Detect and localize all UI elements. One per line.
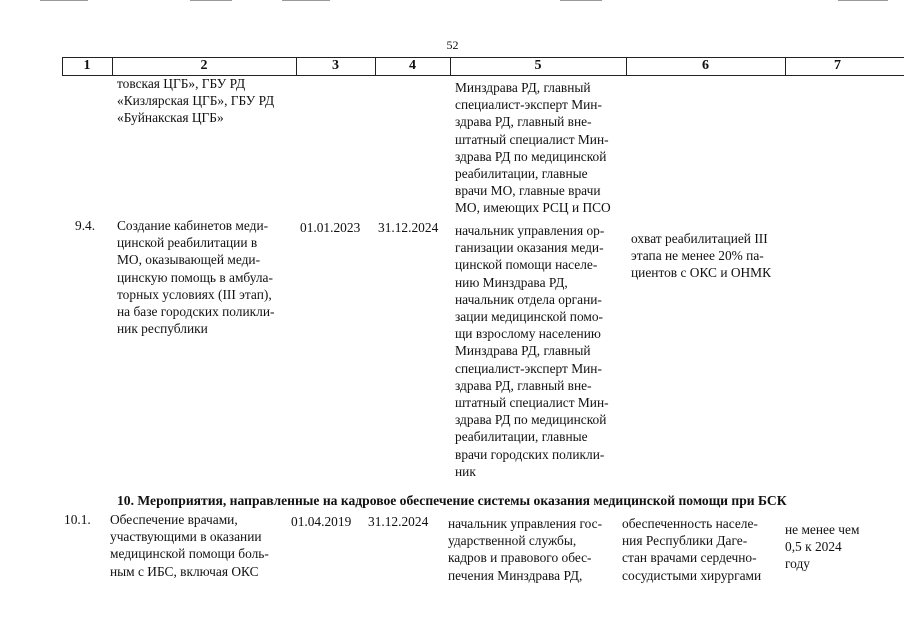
row-10-1-activity [110, 511, 283, 580]
text-line: участвующими в оказании [110, 529, 262, 545]
row-number-9-4: 9.4. [75, 218, 96, 233]
scan-edge-mark [282, 0, 330, 1]
text-line: здрава РД, главный вне- [455, 377, 592, 393]
text-line: торных условиях (III этап), [117, 286, 272, 302]
page-number: 52 [446, 38, 459, 52]
scan-edge-mark [838, 0, 888, 1]
text-line: печения Минздрава РД, [448, 567, 583, 583]
text-line: Обеспечение врачами, [110, 512, 238, 527]
text-line: здрава РД по медицинской [455, 412, 607, 428]
text-line: зации медицинской помо- [455, 309, 604, 325]
text-line: цинскую помощь в амбула- [117, 269, 273, 285]
text-line: 0,5 к 2024 [785, 539, 842, 555]
text-line: врачи МО, главные врачи [455, 183, 601, 199]
scan-edge-mark [190, 0, 232, 1]
row-number-10-1: 10.1. [64, 512, 91, 527]
text-line: здрава РД, главный вне- [455, 114, 592, 130]
column-number-1: 1 [83, 58, 91, 73]
text-line: нию Минздрава РД, [455, 274, 568, 290]
text-line: ным с ИБС, включая ОКС [110, 563, 259, 579]
text-line: реабилитации, главные [455, 166, 588, 182]
text-line: цинской реабилитации в [117, 235, 258, 251]
text-line: «Буйнакская ЦГБ» [117, 110, 224, 126]
text-line: специалист-эксперт Мин- [455, 360, 602, 376]
text-line: специалист-эксперт Мин- [455, 97, 602, 113]
text-line: ник республики [117, 321, 208, 337]
text-line: ганизации оказания меди- [455, 240, 604, 256]
text-line: врачи городских поликли- [455, 446, 605, 462]
text-line: штатный специалист Мин- [455, 131, 609, 147]
text-line: охват реабилитацией III [631, 231, 768, 246]
text-line: этапа не менее 20% па- [631, 248, 764, 264]
text-line: щи взрослому населению [455, 326, 601, 342]
text-line: не менее чем [785, 522, 860, 537]
text-line: реабилитации, главные [455, 429, 588, 445]
row-10-1-end-date: 31.12.2024 [368, 514, 429, 529]
text-line: на базе городских поликли- [117, 304, 275, 320]
text-line: циентов с ОКС и ОНМК [631, 265, 772, 281]
text-line: начальник отдела органи- [455, 291, 602, 307]
text-line: штатный специалист Мин- [455, 395, 609, 411]
section-10-heading: 10. Мероприятия, направленные на кадровое обеспечение системы оказания медицинской помощи при БСК [117, 493, 787, 508]
text-line: МО, оказывающей меди- [117, 252, 261, 268]
row-9-4-start-date: 01.01.2023 [300, 220, 361, 235]
column-number-7: 7 [834, 58, 841, 73]
text-line: ник [455, 463, 476, 479]
scan-edge-mark [560, 0, 602, 1]
column-number-4: 4 [409, 58, 416, 73]
text-line: ударственной службы, [448, 533, 577, 549]
text-line: начальник управления ор- [455, 223, 605, 238]
column-number-3: 3 [332, 58, 339, 73]
row-10-1-indicator [622, 515, 780, 584]
text-line: Минздрава РД, главный [455, 80, 591, 95]
text-line: ния Республики Даге- [622, 533, 748, 549]
row-9-4-activity [117, 217, 290, 337]
continued-row-organizations [117, 75, 290, 127]
text-line: начальник управления гос- [448, 516, 603, 531]
text-line: «Кизлярская ЦГБ», ГБУ РД [117, 93, 275, 109]
text-line: МО, имеющих РСЦ и ПСО [455, 200, 611, 216]
text-line: медицинской помощи боль- [110, 546, 269, 562]
text-line-content: товская ЦГБ», ГБУ РД [117, 76, 246, 91]
row-9-4-end-date: 31.12.2024 [378, 220, 439, 235]
row-10-1-responsible [448, 515, 614, 584]
scan-edge-mark [40, 0, 88, 1]
row-10-1-target-value [785, 521, 895, 573]
row-10-1-start-date: 01.04.2019 [291, 514, 352, 529]
text-line: кадров и правового обес- [448, 550, 592, 566]
text-line: Создание кабинетов меди- [117, 218, 269, 233]
row-9-4-responsible [455, 222, 621, 480]
text-line: цинской помощи населе- [455, 257, 598, 273]
text-line: Минздрава РД, главный [455, 343, 591, 359]
column-number-5: 5 [534, 58, 542, 73]
text-line: здрава РД по медицинской [455, 148, 607, 164]
text-line: году [785, 556, 810, 572]
text-line: обеспеченность населе- [622, 516, 758, 531]
row-9-4-indicator [631, 230, 783, 282]
continued-row-responsible [455, 79, 621, 217]
text-line [117, 75, 290, 92]
column-number-6: 6 [702, 58, 709, 73]
column-number-2: 2 [200, 58, 208, 73]
text-line: сосудистыми хирургами [622, 567, 762, 583]
text-line: стан врачами сердечно- [622, 550, 757, 566]
